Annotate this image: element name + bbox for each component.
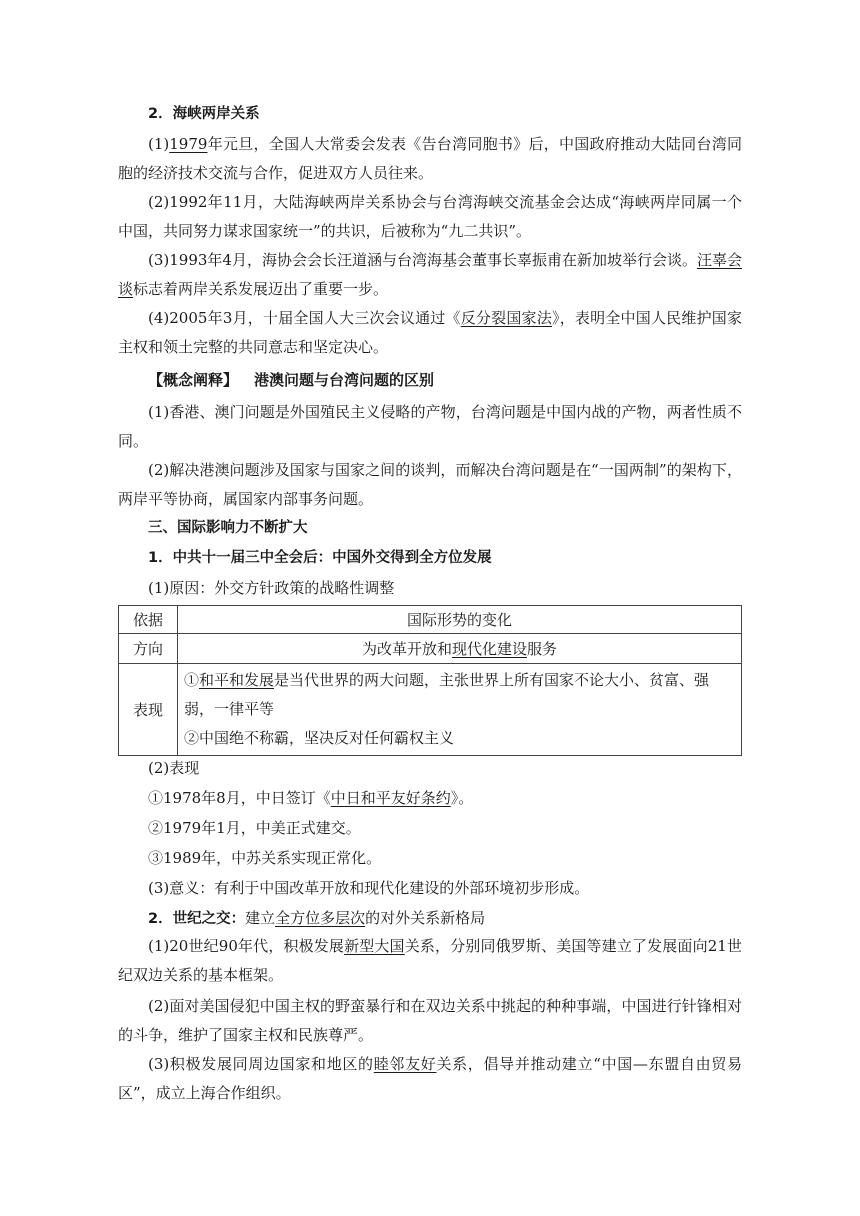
paragraph-1990s: (1)20世纪90年代，积极发展新型大国关系，分别同俄罗斯、美国等建立了发展面向21世纪双边关系的基本框架。 (118, 937, 742, 984)
paragraph-1993: (3)1993年4月，海协会会长汪道涵与台湾海基会董事长辜振甫在新加坡举行会谈。汪辜会谈标志着两岸关系发展迈出了重要一步。 (118, 251, 742, 298)
paragraph-2005: (4)2005年3月，十届全国人大三次会议通过《反分裂国家法》，表明全中国人民维护国家主权和领土完整的共同意志和坚定决心。 (118, 309, 742, 356)
paragraph-neighbors: (3)积极发展同周边国家和地区的睦邻友好关系，倡导并推动建立“中国—东盟自由贸易区”，成立上海合作组织。 (118, 1055, 742, 1102)
event-1979: ②1979年1月，中美正式建交。 (148, 819, 361, 837)
concept-label: 【概念阐释】 (148, 371, 239, 389)
meaning-line: (3)意义：有利于中国改革开放和现代化建设的外部环境初步形成。 (148, 879, 590, 897)
underlined-term: 1979 (169, 135, 208, 153)
table-key: 方向 (119, 634, 178, 664)
subheading-diplomacy: 1．中共十一届三中全会后：中国外交得到全方位发展 (148, 550, 492, 566)
event-1978: ①1978年8月，中日签订《中日和平友好条约》。 (148, 789, 474, 807)
concept-title: 港澳问题与台湾问题的区别 (254, 371, 435, 389)
underlined-term: 中日和平友好条约 (330, 789, 451, 807)
underlined-term: 全方位多层次 (275, 909, 366, 927)
subheading-century: 2．世纪之交：建立全方位多层次的对外关系新格局 (148, 909, 486, 927)
table-row (119, 606, 742, 634)
section-heading-cross-strait: 2．海峡两岸关系 (148, 106, 260, 122)
paragraph-1992: (2)1992年11月，大陆海峡两岸关系协会与台湾海峡交流基金会达成“海峡两岸同属一个中国，共同努力谋求国家统一”的共识，后被称为“九二共识”。 (118, 193, 742, 240)
cause-line: (1)原因：外交方针政策的战略性调整 (148, 579, 395, 597)
table-line-1: ①和平和发展是当代世界的两大问题，主张世界上所有国家不论大小、贫富、强弱，一律平等 (184, 671, 710, 718)
table-row (119, 664, 742, 756)
table-key: 表现 (119, 664, 178, 756)
table-key: 依据 (119, 606, 178, 634)
concept-heading (118, 366, 742, 395)
section-heading-international: 三、国际影响力不断扩大 (148, 520, 308, 536)
underlined-term: 新型大国 (344, 937, 405, 955)
underlined-term: 睦邻友好 (373, 1055, 437, 1073)
event-1989: ③1989年，中苏关系实现正常化。 (148, 849, 382, 867)
table-value: 国际形势的变化 (178, 606, 742, 634)
table-line-2: ②中国绝不称霸，坚决反对任何霸权主义 (184, 729, 455, 747)
table-value (178, 664, 742, 756)
paragraph-1979: (1)1979年元旦，全国人大常委会发表《告台湾同胞书》后，中国政府推动大陆同台湾同胞的经济技术交流与合作，促进双方人员往来。 (118, 135, 742, 182)
table-value: 为改革开放和现代化建设服务 (178, 634, 742, 664)
diplomacy-table (118, 605, 742, 756)
underlined-term: 现代化建设 (451, 640, 527, 658)
underlined-term: 汪辜会谈 (118, 251, 742, 298)
performance-line: (2)表现 (148, 759, 200, 777)
underlined-term: 和平和发展 (199, 671, 275, 689)
concept-paragraph-2: (2)解决港澳问题涉及国家与国家之间的谈判，而解决台湾问题是在“一国两制”的架构下，两岸平等协商，属国家内部事务问题。 (118, 461, 742, 508)
underlined-term: 反分裂国家法 (460, 309, 552, 327)
concept-paragraph-1: (1)香港、澳门问题是外国殖民主义侵略的产物，台湾问题是中国内战的产物，两者性质不同。 (118, 403, 742, 450)
paragraph-struggle: (2)面对美国侵犯中国主权的野蛮暴行和在双边关系中挑起的种种事端，中国进行针锋相对的斗争，维护了国家主权和民族尊严。 (118, 997, 742, 1044)
table-row (119, 634, 742, 664)
